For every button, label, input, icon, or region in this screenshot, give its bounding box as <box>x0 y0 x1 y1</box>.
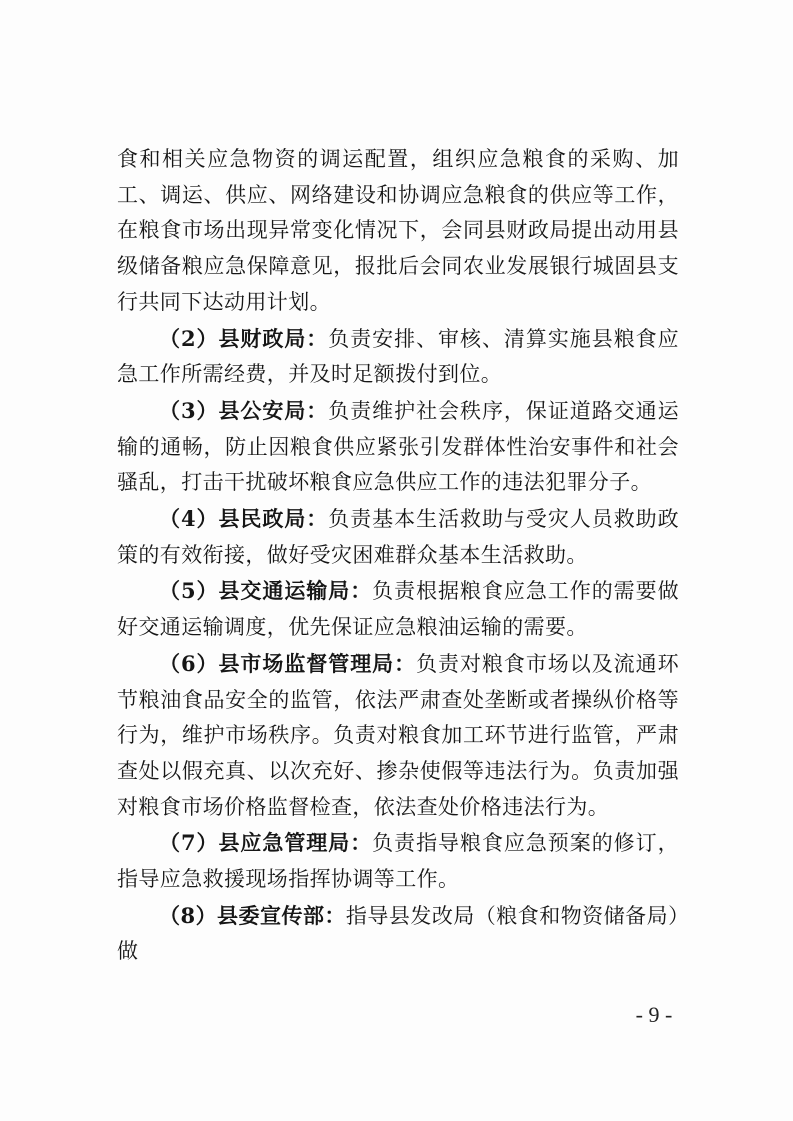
responsibility-item-publicity-department <box>117 898 679 970</box>
responsibility-item-emergency-management-bureau <box>117 825 679 897</box>
item-text: 负责安排、审核、清算实施县粮食应急工作所需经费，并及时足额拨付到位。 <box>117 326 679 387</box>
responsibility-item-finance-bureau <box>117 321 679 393</box>
item-heading: （8）县委宣传部： <box>159 902 346 928</box>
item-text: 负责根据粮食应急工作的需要做好交通运输调度，优先保证应急粮油运输的需要。 <box>117 579 679 640</box>
item-heading: （3）县公安局： <box>159 397 329 423</box>
item-heading: （5）县交通运输局： <box>159 578 373 604</box>
responsibility-item-market-supervision-bureau <box>117 646 679 826</box>
item-text: 负责指导粮食应急预案的修订，指导应急救援现场指挥协调等工作。 <box>117 831 679 892</box>
page-number: - 9 - <box>635 1002 673 1027</box>
item-heading: （7）县应急管理局： <box>159 830 373 856</box>
document-body <box>117 142 679 970</box>
item-text: 负责维护社会秩序，保证道路交通运输的通畅，防止因粮食供应紧张引发群体性治安事件和社会骚乱，打击干扰破坏粮食应急供应工作的违法犯罪分子。 <box>117 398 679 495</box>
item-heading: （6）县市场监督管理局： <box>159 650 417 676</box>
item-text: 负责对粮食市场以及流通环节粮油食品安全的监管，依法严肃查处垄断或者操纵价格等行为，维护市场秩序。负责对粮食加工环节进行监管，严肃查处以假充真、以次充好、掺杂使假等违法行为。负责加强对粮食市场价格监督检查，依法查处价格违法行为。 <box>117 651 679 819</box>
responsibility-item-public-security-bureau <box>117 393 679 501</box>
responsibility-item-transport-bureau <box>117 573 679 645</box>
item-heading: （2）县财政局： <box>159 325 329 351</box>
responsibility-item-civil-affairs-bureau <box>117 501 679 573</box>
continuation-paragraph: 食和相关应急物资的调运配置，组织应急粮食的采购、加工、调运、供应、网络建设和协调应急粮食的供应等工作，在粮食市场出现异常变化情况下，会同县财政局提出动用县级储备粮应急保障意见，报批后会同农业发展银行城固县支行共同下达动用计划。 <box>117 147 679 314</box>
item-text: 负责基本生活救助与受灾人员救助政策的有效衔接，做好受灾困难群众基本生活救助。 <box>117 507 679 567</box>
item-text: 指导县发改局（粮食和物资储备局）做 <box>117 903 679 964</box>
item-heading: （4）县民政局： <box>159 506 329 532</box>
